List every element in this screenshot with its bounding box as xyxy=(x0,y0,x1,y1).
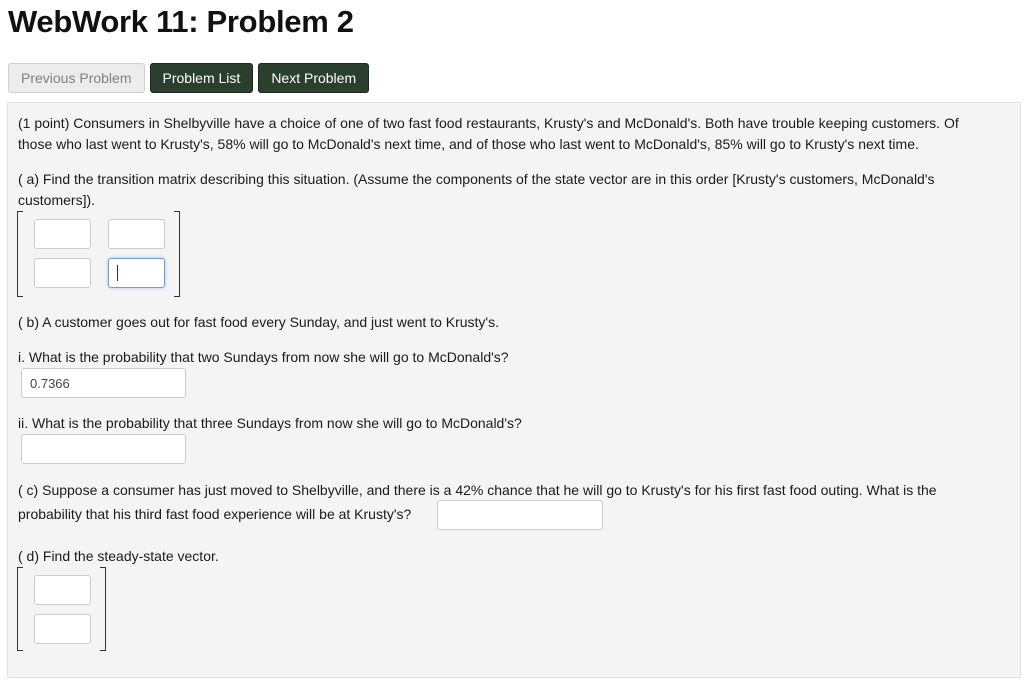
part-a-line-1: ( a) Find the transition matrix describing this situation. (Assume the components of the state vector are in this order [Krusty's customers, McDonald's xyxy=(18,171,935,187)
previous-problem-button[interactable]: Previous Problem xyxy=(8,63,145,93)
page-title: WebWork 11: Problem 2 xyxy=(8,4,354,39)
next-problem-button[interactable]: Next Problem xyxy=(258,63,369,93)
part-b-i-answer-input[interactable]: 0.7366 xyxy=(21,368,186,398)
problem-list-button[interactable]: Problem List xyxy=(150,63,254,93)
part-b-i-question: i. What is the probability that two Sundays from now she will go to McDonald's? xyxy=(18,349,509,365)
part-c-line-2: probability that his third fast food experience will be at Krusty's? xyxy=(18,506,412,522)
part-b-ii-answer-input[interactable] xyxy=(21,434,186,464)
problem-navigation xyxy=(8,63,369,93)
matrix-right-bracket xyxy=(174,211,180,297)
text-caret xyxy=(117,265,118,281)
problem-intro-line-1: (1 point) Consumers in Shelbyville have a choice of one of two fast food restaurants, Krusty's and McDonald's. Both have trouble keeping customers. Of xyxy=(18,115,959,131)
part-b-text: ( b) A customer goes out for fast food every Sunday, and just went to Krusty's. xyxy=(18,314,499,330)
matrix-left-bracket xyxy=(17,211,23,297)
part-c-line-1: ( c) Suppose a consumer has just moved to Shelbyville, and there is a 42% chance that he will go to Krusty's for his first fast food outing. What is the xyxy=(18,482,937,498)
part-b-ii-question: ii. What is the probability that three Sundays from now she will go to McDonald's? xyxy=(18,415,522,431)
matrix-a-row2-col1-input[interactable] xyxy=(34,258,91,288)
matrix-a-row1-col2-input[interactable] xyxy=(108,219,165,249)
vector-right-bracket xyxy=(100,567,106,651)
part-a-line-2: customers]). xyxy=(18,192,96,208)
steady-state-row2-input[interactable] xyxy=(34,614,91,644)
steady-state-row1-input[interactable] xyxy=(34,575,91,605)
part-d-text: ( d) Find the steady-state vector. xyxy=(18,548,219,564)
matrix-a-row2-col2-input[interactable] xyxy=(108,258,165,288)
vector-left-bracket xyxy=(17,567,23,651)
part-c-answer-input[interactable] xyxy=(437,500,603,530)
problem-intro-line-2: those who last went to Krusty's, 58% will go to McDonald's next time, and of those who last went to McDonald's, 85% will go to Krusty's next time. xyxy=(18,136,919,152)
problem-body xyxy=(7,102,1021,678)
matrix-a-row1-col1-input[interactable] xyxy=(34,219,91,249)
